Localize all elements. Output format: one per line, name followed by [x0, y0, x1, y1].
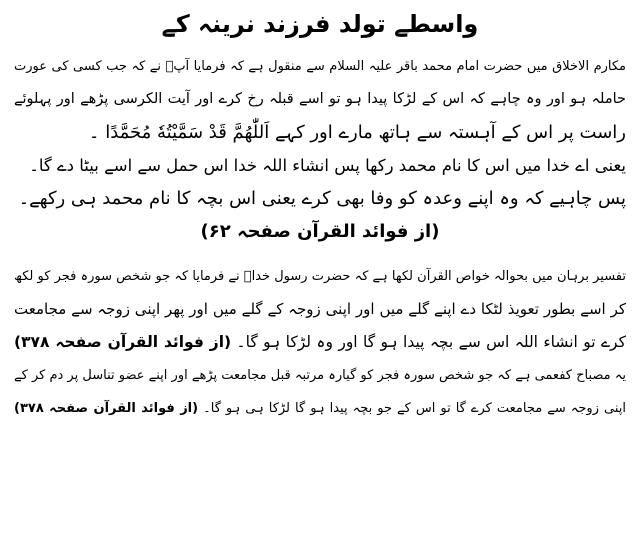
paragraph-1 [14, 50, 626, 248]
paragraph-1-line-1: مکارم الاخلاق میں حضرت امام محمد باقر علیہ السلام سے منقول ہے کہ فرمایا آپؑ نے کہ جب کسی کی عورت [14, 59, 626, 74]
page-title: واسطے تولد فرزند نرینہ کے [161, 10, 479, 38]
paragraph-3-line-2 [14, 392, 626, 425]
paragraph-1-line-4: یعنی اے خدا میں اس کا نام محمد رکھا پس انشاء اللہ خدا اس حمل سے اسے بیٹا دے گا۔ [29, 156, 626, 175]
paragraph-2-line-2: کر اسے بطور تعویذ لٹکا دے اپنے گلے میں اور اپنی زوجہ کے گلے میں اور پھر اپنی زوجہ سے مجامعت [14, 300, 626, 318]
paragraph-1-line-2: حاملہ ہو اور وہ چاہے کہ اس کے لڑکا پیدا ہو تو اسے قبلہ رخ کرے اور آیت الکرسی پڑھے اور پہلوئے [14, 91, 626, 107]
paragraph-3-line-2-text: اپنی زوجہ سے مجامعت کرے گا تو اس کے جو بچہ پیدا ہو گا لڑکا ہی ہو گا۔ [203, 401, 626, 416]
paragraph-1-line-3: راست پر اس کے آہستہ سے ہاتھ مارے اور کہے اَللّٰھُمَّ قَدْ سَمَّیْتُهٗ مُحَمَّدًا ۔ [88, 122, 626, 143]
paragraph-1-reference: (از فوائد القرآن صفحہ ۶۲) [200, 221, 440, 242]
paragraph-3-line-1: یہ مصباح کفعمی ہے کہ جو شخص سورہ فجر کو گیارہ مرتبہ قبل مجامعت پڑھے اور اپنے عضو تناسل پر دم کر کے [14, 368, 626, 383]
paragraph-1-line-5: پس چاہیے کہ وہ اپنے وعدہ کو وفا بھی کرے یعنی اس بچہ کا نام محمد ہی رکھے۔ [18, 188, 626, 209]
paragraph-2-reference: (از فوائد القرآن صفحہ ۳۷۸) [14, 333, 232, 351]
paragraph-3-reference: (از فوائد القرآن صفحہ ۳۷۸) [14, 401, 199, 416]
paragraph-2-line-1: تفسیر برہان میں بحوالہ خواص القرآن لکھا ہے کہ حضرت رسول خداؐ نے فرمایا کہ جو شخص سورہ فجر کو لکھ [14, 269, 626, 284]
paragraph-2-line-3 [14, 326, 626, 359]
paragraph-2-line-3-text: کرے تو انشاء اللہ اس سے بچہ پیدا ہو گا اور وہ لڑکا ہو گا۔ [236, 333, 626, 351]
paragraph-2 [14, 260, 626, 359]
paragraph-3 [14, 359, 626, 425]
paragraph-gap [14, 248, 626, 260]
